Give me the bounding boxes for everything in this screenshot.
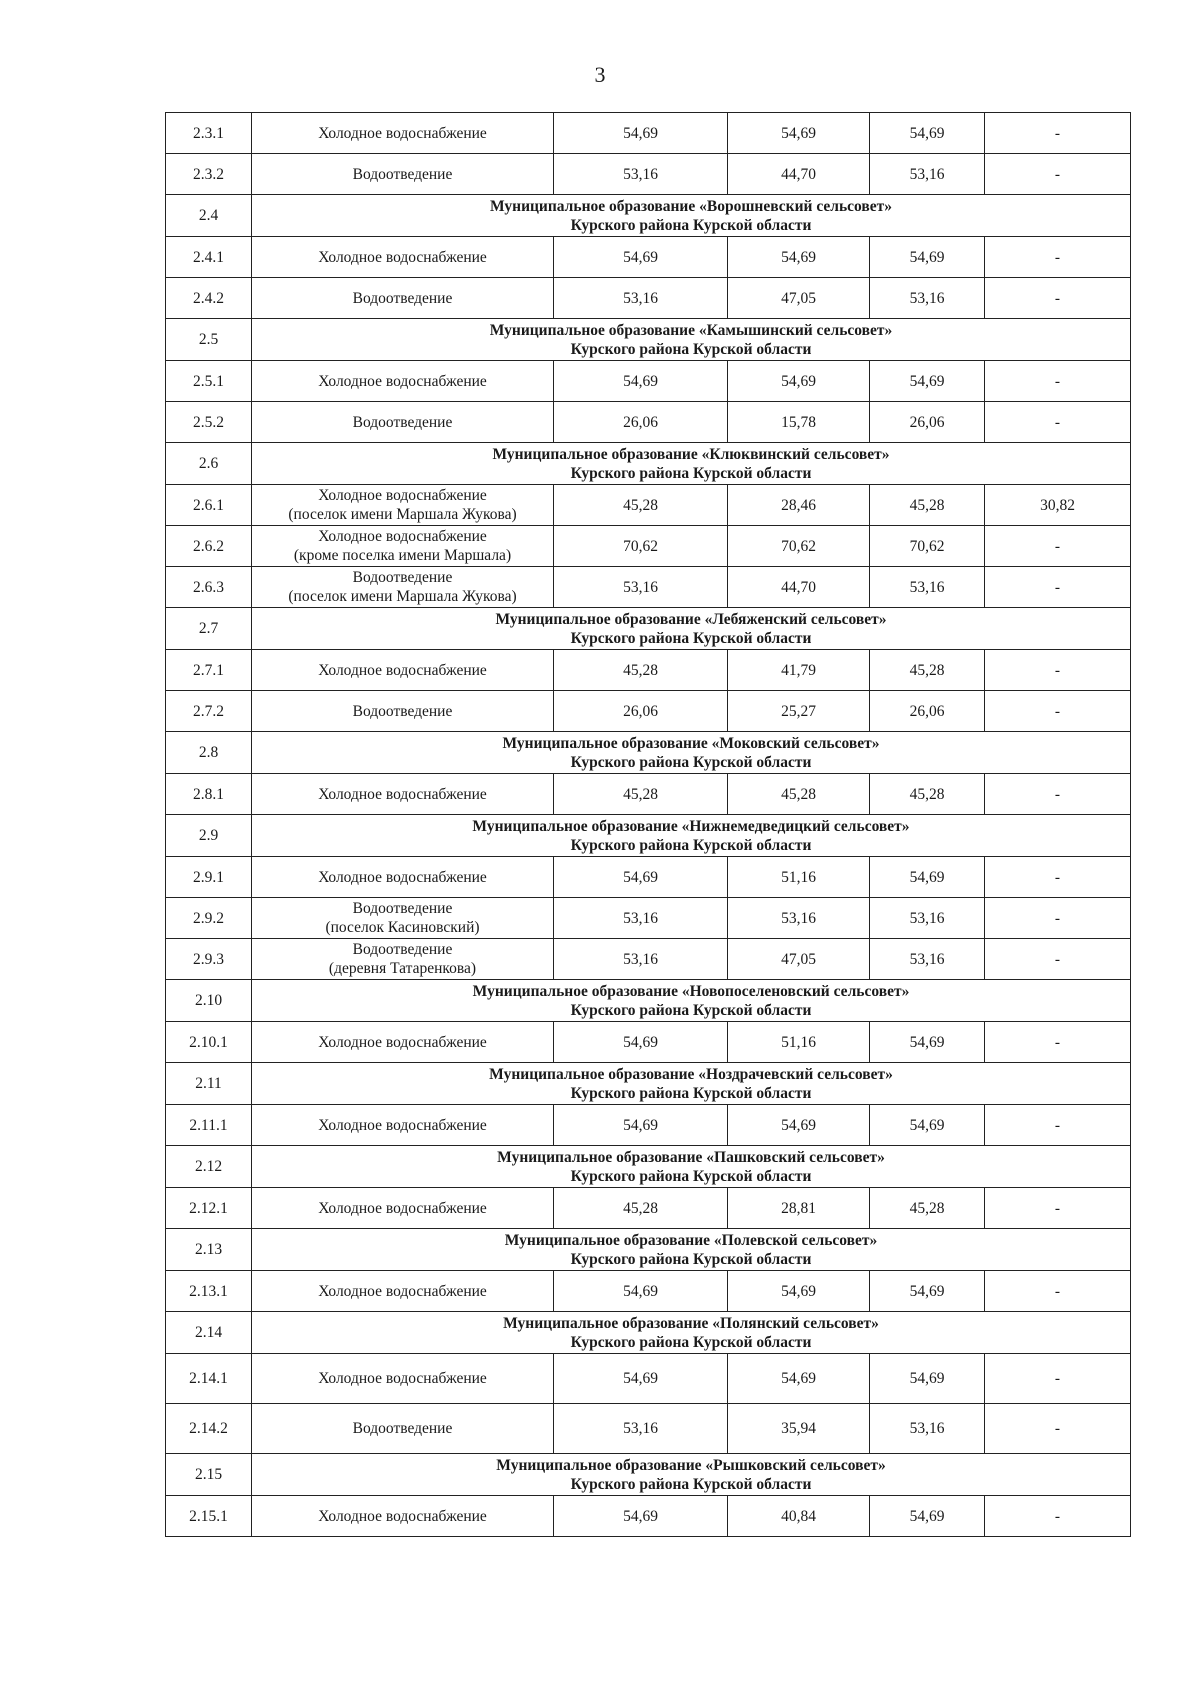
- municipality-name: Муниципальное образование «Ноздрачевский сельсовет»: [489, 1065, 893, 1083]
- service-name: [252, 939, 554, 980]
- tariff-value-2: 54,69: [728, 1354, 870, 1404]
- tariff-value-1: 54,69: [554, 113, 728, 154]
- service-name: Холодное водоснабжение: [252, 1271, 554, 1312]
- municipality-header-row: [166, 608, 1131, 650]
- row-number: 2.10.1: [166, 1022, 252, 1063]
- row-number: 2.3.1: [166, 113, 252, 154]
- municipality-header: [252, 815, 1131, 857]
- municipality-header: [252, 1229, 1131, 1271]
- municipality-name: Муниципальное образование «Моковский сельсовет»: [502, 734, 880, 752]
- row-number: 2.7.1: [166, 650, 252, 691]
- tariff-value-2: 41,79: [728, 650, 870, 691]
- tariff-value-4: 30,82: [985, 485, 1131, 526]
- municipality-district: Курского района Курской области: [570, 1250, 812, 1268]
- tariff-value-1: 54,69: [554, 237, 728, 278]
- table-row: [166, 526, 1131, 567]
- row-number: 2.4.1: [166, 237, 252, 278]
- municipality-district: Курского района Курской области: [570, 753, 812, 771]
- tariff-value-4: -: [985, 278, 1131, 319]
- service-name-line: Холодное водоснабжение: [318, 528, 487, 545]
- row-number: 2.6.2: [166, 526, 252, 567]
- tariff-value-3: 54,69: [870, 1105, 985, 1146]
- tariff-value-3: 54,69: [870, 1354, 985, 1404]
- service-name: Холодное водоснабжение: [252, 1496, 554, 1537]
- tariff-value-1: 53,16: [554, 278, 728, 319]
- tariff-value-3: 45,28: [870, 774, 985, 815]
- tariff-value-3: 53,16: [870, 278, 985, 319]
- tariff-value-2: 51,16: [728, 857, 870, 898]
- table-row: [166, 1354, 1131, 1404]
- row-number: 2.14.1: [166, 1354, 252, 1404]
- municipality-header: [252, 608, 1131, 650]
- municipality-header: [252, 1146, 1131, 1188]
- table-row: [166, 857, 1131, 898]
- tariff-value-2: 54,69: [728, 237, 870, 278]
- row-number: 2.11.1: [166, 1105, 252, 1146]
- section-number: 2.7: [166, 608, 252, 650]
- municipality-header-row: [166, 1229, 1131, 1271]
- tariff-value-4: -: [985, 237, 1131, 278]
- service-name: [252, 485, 554, 526]
- service-name: Водоотведение: [252, 278, 554, 319]
- tariff-value-3: 53,16: [870, 567, 985, 608]
- table-row: [166, 1188, 1131, 1229]
- table-row: [166, 1105, 1131, 1146]
- service-name-line: Водоотведение: [352, 900, 453, 917]
- tariff-value-4: -: [985, 650, 1131, 691]
- tariff-table-body: [166, 113, 1131, 1537]
- tariff-value-2: 45,28: [728, 774, 870, 815]
- municipality-header-row: [166, 980, 1131, 1022]
- table-row: [166, 1496, 1131, 1537]
- municipality-district: Курского района Курской области: [570, 1001, 812, 1019]
- service-name-qualifier: (поселок имени Маршала Жукова): [288, 506, 517, 523]
- tariff-value-4: -: [985, 1354, 1131, 1404]
- tariff-value-4: -: [985, 1105, 1131, 1146]
- tariff-value-2: 54,69: [728, 1105, 870, 1146]
- tariff-value-2: 44,70: [728, 154, 870, 195]
- tariff-value-2: 54,69: [728, 1271, 870, 1312]
- tariff-value-1: 70,62: [554, 526, 728, 567]
- municipality-name: Муниципальное образование «Клюквинский сельсовет»: [492, 445, 890, 463]
- section-number: 2.10: [166, 980, 252, 1022]
- row-number: 2.8.1: [166, 774, 252, 815]
- tariff-value-2: 28,46: [728, 485, 870, 526]
- municipality-header: [252, 732, 1131, 774]
- tariff-value-1: 26,06: [554, 402, 728, 443]
- tariff-value-2: 40,84: [728, 1496, 870, 1537]
- tariff-value-3: 70,62: [870, 526, 985, 567]
- service-name: Холодное водоснабжение: [252, 1188, 554, 1229]
- section-number: 2.13: [166, 1229, 252, 1271]
- municipality-header-row: [166, 732, 1131, 774]
- service-name: Холодное водоснабжение: [252, 1022, 554, 1063]
- tariff-value-4: -: [985, 1496, 1131, 1537]
- row-number: 2.7.2: [166, 691, 252, 732]
- row-number: 2.5.2: [166, 402, 252, 443]
- municipality-district: Курского района Курской области: [570, 216, 812, 234]
- service-name: Холодное водоснабжение: [252, 1105, 554, 1146]
- table-row: [166, 1022, 1131, 1063]
- tariff-value-3: 26,06: [870, 402, 985, 443]
- table-row: [166, 939, 1131, 980]
- tariff-value-4: -: [985, 939, 1131, 980]
- service-name-line: Водоотведение: [352, 569, 453, 586]
- table-row: [166, 278, 1131, 319]
- service-name-line: Холодное водоснабжение: [318, 487, 487, 504]
- tariff-value-4: -: [985, 898, 1131, 939]
- municipality-name: Муниципальное образование «Камышинский сельсовет»: [489, 321, 893, 339]
- service-name: Водоотведение: [252, 1404, 554, 1454]
- municipality-header-row: [166, 1312, 1131, 1354]
- tariff-value-1: 53,16: [554, 898, 728, 939]
- table-row: [166, 237, 1131, 278]
- municipality-header: [252, 980, 1131, 1022]
- tariff-value-2: 15,78: [728, 402, 870, 443]
- tariff-value-1: 45,28: [554, 774, 728, 815]
- row-number: 2.6.1: [166, 485, 252, 526]
- section-number: 2.15: [166, 1454, 252, 1496]
- tariff-value-4: -: [985, 567, 1131, 608]
- service-name: Холодное водоснабжение: [252, 650, 554, 691]
- table-row: [166, 898, 1131, 939]
- table-row: [166, 691, 1131, 732]
- service-name: Водоотведение: [252, 402, 554, 443]
- service-name-line: Водоотведение: [352, 941, 453, 958]
- tariff-value-1: 54,69: [554, 1271, 728, 1312]
- service-name-qualifier: (поселок Касиновский): [325, 919, 480, 936]
- municipality-header-row: [166, 195, 1131, 237]
- service-name: Холодное водоснабжение: [252, 361, 554, 402]
- tariff-value-2: 25,27: [728, 691, 870, 732]
- tariff-value-3: 54,69: [870, 857, 985, 898]
- tariff-table: [165, 112, 1131, 1537]
- municipality-name: Муниципальное образование «Полевской сельсовет»: [504, 1231, 878, 1249]
- municipality-district: Курского района Курской области: [570, 1333, 812, 1351]
- tariff-value-1: 45,28: [554, 485, 728, 526]
- tariff-value-3: 54,69: [870, 1271, 985, 1312]
- tariff-value-4: -: [985, 113, 1131, 154]
- municipality-district: Курского района Курской области: [570, 1084, 812, 1102]
- service-name: Холодное водоснабжение: [252, 774, 554, 815]
- municipality-district: Курского района Курской области: [570, 1167, 812, 1185]
- tariff-value-3: 45,28: [870, 485, 985, 526]
- tariff-value-4: -: [985, 402, 1131, 443]
- municipality-header: [252, 1312, 1131, 1354]
- table-row: [166, 1404, 1131, 1454]
- municipality-header-row: [166, 443, 1131, 485]
- service-name: Холодное водоснабжение: [252, 1354, 554, 1404]
- service-name-qualifier: (кроме поселка имени Маршала): [293, 547, 512, 564]
- row-number: 2.14.2: [166, 1404, 252, 1454]
- tariff-value-2: 53,16: [728, 898, 870, 939]
- tariff-value-3: 54,69: [870, 1022, 985, 1063]
- tariff-value-4: -: [985, 1404, 1131, 1454]
- tariff-value-4: -: [985, 857, 1131, 898]
- row-number: 2.12.1: [166, 1188, 252, 1229]
- service-name: [252, 898, 554, 939]
- municipality-district: Курского района Курской области: [570, 629, 812, 647]
- municipality-header: [252, 443, 1131, 485]
- table-row: [166, 567, 1131, 608]
- tariff-value-1: 54,69: [554, 1105, 728, 1146]
- table-row: [166, 113, 1131, 154]
- tariff-value-1: 26,06: [554, 691, 728, 732]
- tariff-value-1: 45,28: [554, 650, 728, 691]
- tariff-value-2: 70,62: [728, 526, 870, 567]
- section-number: 2.5: [166, 319, 252, 361]
- tariff-value-3: 53,16: [870, 898, 985, 939]
- tariff-value-2: 44,70: [728, 567, 870, 608]
- municipality-header-row: [166, 1454, 1131, 1496]
- tariff-value-3: 54,69: [870, 1496, 985, 1537]
- tariff-value-3: 53,16: [870, 1404, 985, 1454]
- municipality-name: Муниципальное образование «Новопоселеновский сельсовет»: [472, 982, 910, 1000]
- municipality-name: Муниципальное образование «Лебяженский сельсовет»: [495, 610, 887, 628]
- table-row: [166, 650, 1131, 691]
- tariff-value-4: -: [985, 691, 1131, 732]
- section-number: 2.8: [166, 732, 252, 774]
- tariff-value-2: 51,16: [728, 1022, 870, 1063]
- tariff-value-2: 47,05: [728, 278, 870, 319]
- tariff-value-1: 54,69: [554, 1354, 728, 1404]
- section-number: 2.11: [166, 1063, 252, 1105]
- tariff-value-1: 54,69: [554, 857, 728, 898]
- tariff-value-4: -: [985, 1188, 1131, 1229]
- section-number: 2.12: [166, 1146, 252, 1188]
- service-name: Холодное водоснабжение: [252, 113, 554, 154]
- table-row: [166, 154, 1131, 195]
- municipality-name: Муниципальное образование «Пашковский сельсовет»: [497, 1148, 885, 1166]
- municipality-header: [252, 319, 1131, 361]
- row-number: 2.5.1: [166, 361, 252, 402]
- section-number: 2.4: [166, 195, 252, 237]
- tariff-value-2: 47,05: [728, 939, 870, 980]
- table-row: [166, 1271, 1131, 1312]
- row-number: 2.6.3: [166, 567, 252, 608]
- tariff-value-1: 54,69: [554, 361, 728, 402]
- service-name: Водоотведение: [252, 691, 554, 732]
- tariff-value-3: 53,16: [870, 939, 985, 980]
- municipality-header: [252, 195, 1131, 237]
- tariff-value-3: 53,16: [870, 154, 985, 195]
- tariff-value-2: 28,81: [728, 1188, 870, 1229]
- municipality-name: Муниципальное образование «Рышковский сельсовет»: [496, 1456, 886, 1474]
- tariff-value-3: 45,28: [870, 650, 985, 691]
- municipality-district: Курского района Курской области: [570, 340, 812, 358]
- service-name: Холодное водоснабжение: [252, 237, 554, 278]
- service-name: Водоотведение: [252, 154, 554, 195]
- row-number: 2.4.2: [166, 278, 252, 319]
- section-number: 2.9: [166, 815, 252, 857]
- municipality-district: Курского района Курской области: [570, 1475, 812, 1493]
- row-number: 2.13.1: [166, 1271, 252, 1312]
- tariff-value-2: 54,69: [728, 361, 870, 402]
- table-row: [166, 485, 1131, 526]
- row-number: 2.9.2: [166, 898, 252, 939]
- row-number: 2.3.2: [166, 154, 252, 195]
- tariff-value-2: 35,94: [728, 1404, 870, 1454]
- tariff-value-1: 53,16: [554, 939, 728, 980]
- tariff-value-4: -: [985, 774, 1131, 815]
- municipality-header-row: [166, 815, 1131, 857]
- service-name: Холодное водоснабжение: [252, 857, 554, 898]
- tariff-value-1: 53,16: [554, 567, 728, 608]
- municipality-header-row: [166, 1063, 1131, 1105]
- tariff-value-4: -: [985, 526, 1131, 567]
- table-row: [166, 402, 1131, 443]
- tariff-value-1: 53,16: [554, 1404, 728, 1454]
- tariff-value-4: -: [985, 1022, 1131, 1063]
- municipality-name: Муниципальное образование «Ворошневский сельсовет»: [489, 197, 893, 215]
- municipality-district: Курского района Курской области: [570, 464, 812, 482]
- tariff-value-2: 54,69: [728, 113, 870, 154]
- service-name-qualifier: (поселок имени Маршала Жукова): [288, 588, 517, 605]
- tariff-value-1: 45,28: [554, 1188, 728, 1229]
- municipality-header: [252, 1454, 1131, 1496]
- tariff-value-3: 54,69: [870, 113, 985, 154]
- municipality-name: Муниципальное образование «Полянский сельсовет»: [503, 1314, 879, 1332]
- tariff-value-3: 54,69: [870, 237, 985, 278]
- section-number: 2.14: [166, 1312, 252, 1354]
- service-name-qualifier: (деревня Татаренкова): [328, 960, 477, 977]
- municipality-district: Курского района Курской области: [570, 836, 812, 854]
- row-number: 2.9.1: [166, 857, 252, 898]
- tariff-value-3: 45,28: [870, 1188, 985, 1229]
- municipality-name: Муниципальное образование «Нижнемедведицкий сельсовет»: [472, 817, 910, 835]
- row-number: 2.15.1: [166, 1496, 252, 1537]
- section-number: 2.6: [166, 443, 252, 485]
- row-number: 2.9.3: [166, 939, 252, 980]
- tariff-value-4: -: [985, 361, 1131, 402]
- service-name: [252, 567, 554, 608]
- tariff-value-1: 54,69: [554, 1496, 728, 1537]
- tariff-value-1: 54,69: [554, 1022, 728, 1063]
- tariff-value-3: 26,06: [870, 691, 985, 732]
- page-number: 3: [594, 62, 606, 87]
- municipality-header-row: [166, 319, 1131, 361]
- service-name: [252, 526, 554, 567]
- tariff-value-1: 53,16: [554, 154, 728, 195]
- tariff-value-4: -: [985, 1271, 1131, 1312]
- table-row: [166, 774, 1131, 815]
- municipality-header: [252, 1063, 1131, 1105]
- tariff-value-4: -: [985, 154, 1131, 195]
- municipality-header-row: [166, 1146, 1131, 1188]
- table-row: [166, 361, 1131, 402]
- tariff-value-3: 54,69: [870, 361, 985, 402]
